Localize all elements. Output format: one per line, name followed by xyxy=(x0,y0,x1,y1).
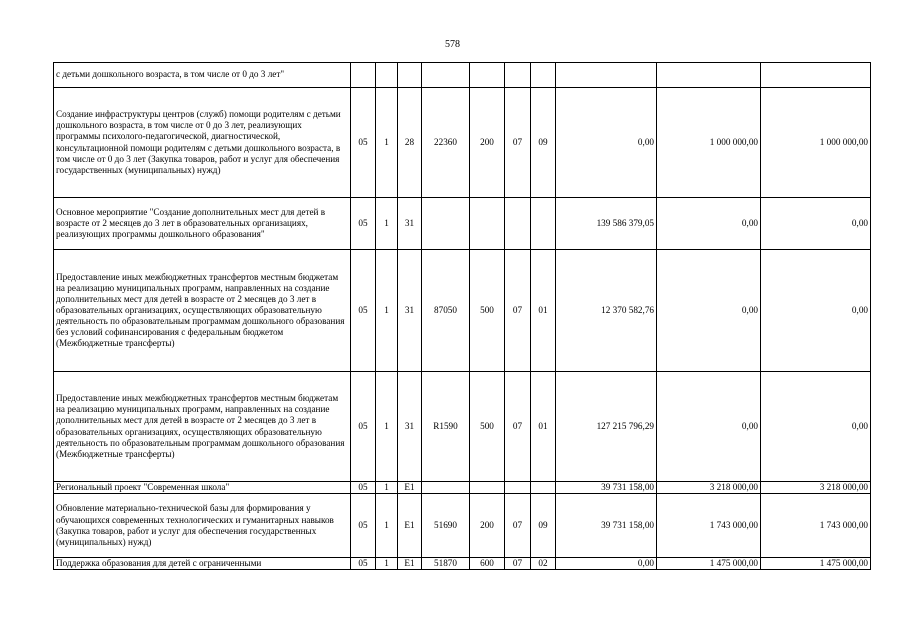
code-cell: 28 xyxy=(398,88,422,198)
code-cell: 07 xyxy=(505,250,531,372)
code-cell: 1 xyxy=(376,482,398,494)
table-row xyxy=(54,482,871,494)
table-row xyxy=(54,494,871,558)
code-cell xyxy=(531,482,556,494)
code-cell xyxy=(470,63,505,88)
code-cell: 02 xyxy=(531,558,556,570)
amount-cell: 1 743 000,00 xyxy=(761,494,871,558)
amount-cell: 1 475 000,00 xyxy=(657,558,761,570)
code-cell xyxy=(505,198,531,250)
row-description: Обновление материально-технической базы для формирования у обучающихся современных технологических и гуманитарных навыков (Закупка товаров, работ и услуг для обеспечения государственных (муниципальных) нужд) xyxy=(54,494,351,558)
code-cell: 51690 xyxy=(422,494,470,558)
code-cell xyxy=(505,63,531,88)
row-description: Создание инфраструктуры центров (служб) помощи родителям с детьми дошкольного возраста, в том числе от 0 до 3 лет, реализующих программы психолого-педагогической, диагностической, консультационной помощи родителям с детьми дошкольного возраста, в том числе от 0 до 3 лет (Закупка товаров, работ и услуг для обеспечения государственных (муниципальных) нужд) xyxy=(54,88,351,198)
amount-cell xyxy=(761,63,871,88)
amount-cell: 12 370 582,76 xyxy=(556,250,657,372)
code-cell: 500 xyxy=(470,372,505,482)
amount-cell: 0,00 xyxy=(761,250,871,372)
table-row xyxy=(54,88,871,198)
row-description: Основное мероприятие "Создание дополнительных мест для детей в возрасте от 2 месяцев до 3 лет в образовательных организациях, реализующих программы дошкольного образования" xyxy=(54,198,351,250)
amount-cell: 0,00 xyxy=(657,198,761,250)
amount-cell: 1 000 000,00 xyxy=(657,88,761,198)
code-cell xyxy=(470,198,505,250)
row-description: Региональный проект "Современная школа" xyxy=(54,482,351,494)
budget-table xyxy=(53,62,871,570)
code-cell: 1 xyxy=(376,558,398,570)
amount-cell: 0,00 xyxy=(657,250,761,372)
code-cell xyxy=(422,198,470,250)
code-cell: 05 xyxy=(351,482,376,494)
amount-cell: 0,00 xyxy=(761,198,871,250)
code-cell: 07 xyxy=(505,558,531,570)
code-cell: 05 xyxy=(351,198,376,250)
code-cell: 500 xyxy=(470,250,505,372)
code-cell: 31 xyxy=(398,198,422,250)
row-description: Предоставление иных межбюджетных трансфертов местным бюджетам на реализацию муниципальных программ, направленных на создание дополнительных мест для детей в возрасте от 2 месяцев до 3 лет в образовательных организациях, осуществляющих образовательную деятельность по образовательным программам дошкольного образования без условий софинансирования с федеральным бюджетом (Межбюджетные трансферты) xyxy=(54,250,351,372)
page-number: 578 xyxy=(445,39,460,50)
code-cell: E1 xyxy=(398,482,422,494)
code-cell: 07 xyxy=(505,88,531,198)
amount-cell: 1 743 000,00 xyxy=(657,494,761,558)
amount-cell: 0,00 xyxy=(556,88,657,198)
code-cell: 07 xyxy=(505,372,531,482)
code-cell xyxy=(422,63,470,88)
code-cell: 600 xyxy=(470,558,505,570)
code-cell: 05 xyxy=(351,494,376,558)
code-cell: 22360 xyxy=(422,88,470,198)
code-cell: 31 xyxy=(398,250,422,372)
code-cell: 05 xyxy=(351,372,376,482)
table-row xyxy=(54,250,871,372)
amount-cell: 39 731 158,00 xyxy=(556,482,657,494)
code-cell: 31 xyxy=(398,372,422,482)
row-description: Поддержка образования для детей с ограниченными xyxy=(54,558,351,570)
code-cell: E1 xyxy=(398,558,422,570)
code-cell: 05 xyxy=(351,88,376,198)
code-cell: 01 xyxy=(531,250,556,372)
code-cell: E1 xyxy=(398,494,422,558)
code-cell xyxy=(531,198,556,250)
code-cell: 05 xyxy=(351,250,376,372)
code-cell: 09 xyxy=(531,88,556,198)
amount-cell: 1 475 000,00 xyxy=(761,558,871,570)
code-cell: 1 xyxy=(376,88,398,198)
code-cell: 51870 xyxy=(422,558,470,570)
amount-cell: 139 586 379,05 xyxy=(556,198,657,250)
code-cell: 1 xyxy=(376,494,398,558)
amount-cell: 1 000 000,00 xyxy=(761,88,871,198)
amount-cell: 3 218 000,00 xyxy=(657,482,761,494)
code-cell: 87050 xyxy=(422,250,470,372)
amount-cell: 0,00 xyxy=(556,558,657,570)
code-cell xyxy=(505,482,531,494)
amount-cell: 127 215 796,29 xyxy=(556,372,657,482)
code-cell: 09 xyxy=(531,494,556,558)
code-cell: 07 xyxy=(505,494,531,558)
amount-cell xyxy=(556,63,657,88)
code-cell xyxy=(398,63,422,88)
code-cell: 200 xyxy=(470,494,505,558)
amount-cell xyxy=(657,63,761,88)
amount-cell: 0,00 xyxy=(657,372,761,482)
row-description: Предоставление иных межбюджетных трансфертов местным бюджетам на реализацию муниципальных программ, направленных на создание дополнительных мест для детей в возрасте от 2 месяцев до 3 лет в образовательных организациях, осуществляющих образовательную деятельность по образовательным программам дошкольного образования (Межбюджетные трансферты) xyxy=(54,372,351,482)
row-description: с детьми дошкольного возраста, в том числе от 0 до 3 лет" xyxy=(54,63,351,88)
code-cell: 1 xyxy=(376,372,398,482)
code-cell: 05 xyxy=(351,558,376,570)
amount-cell: 39 731 158,00 xyxy=(556,494,657,558)
table-row xyxy=(54,558,871,570)
code-cell xyxy=(376,63,398,88)
table-row xyxy=(54,63,871,88)
code-cell xyxy=(470,482,505,494)
table-row xyxy=(54,198,871,250)
code-cell: 1 xyxy=(376,198,398,250)
code-cell xyxy=(351,63,376,88)
amount-cell: 3 218 000,00 xyxy=(761,482,871,494)
code-cell: 01 xyxy=(531,372,556,482)
table-row xyxy=(54,372,871,482)
code-cell: R1590 xyxy=(422,372,470,482)
code-cell xyxy=(531,63,556,88)
code-cell xyxy=(422,482,470,494)
code-cell: 1 xyxy=(376,250,398,372)
code-cell: 200 xyxy=(470,88,505,198)
amount-cell: 0,00 xyxy=(761,372,871,482)
